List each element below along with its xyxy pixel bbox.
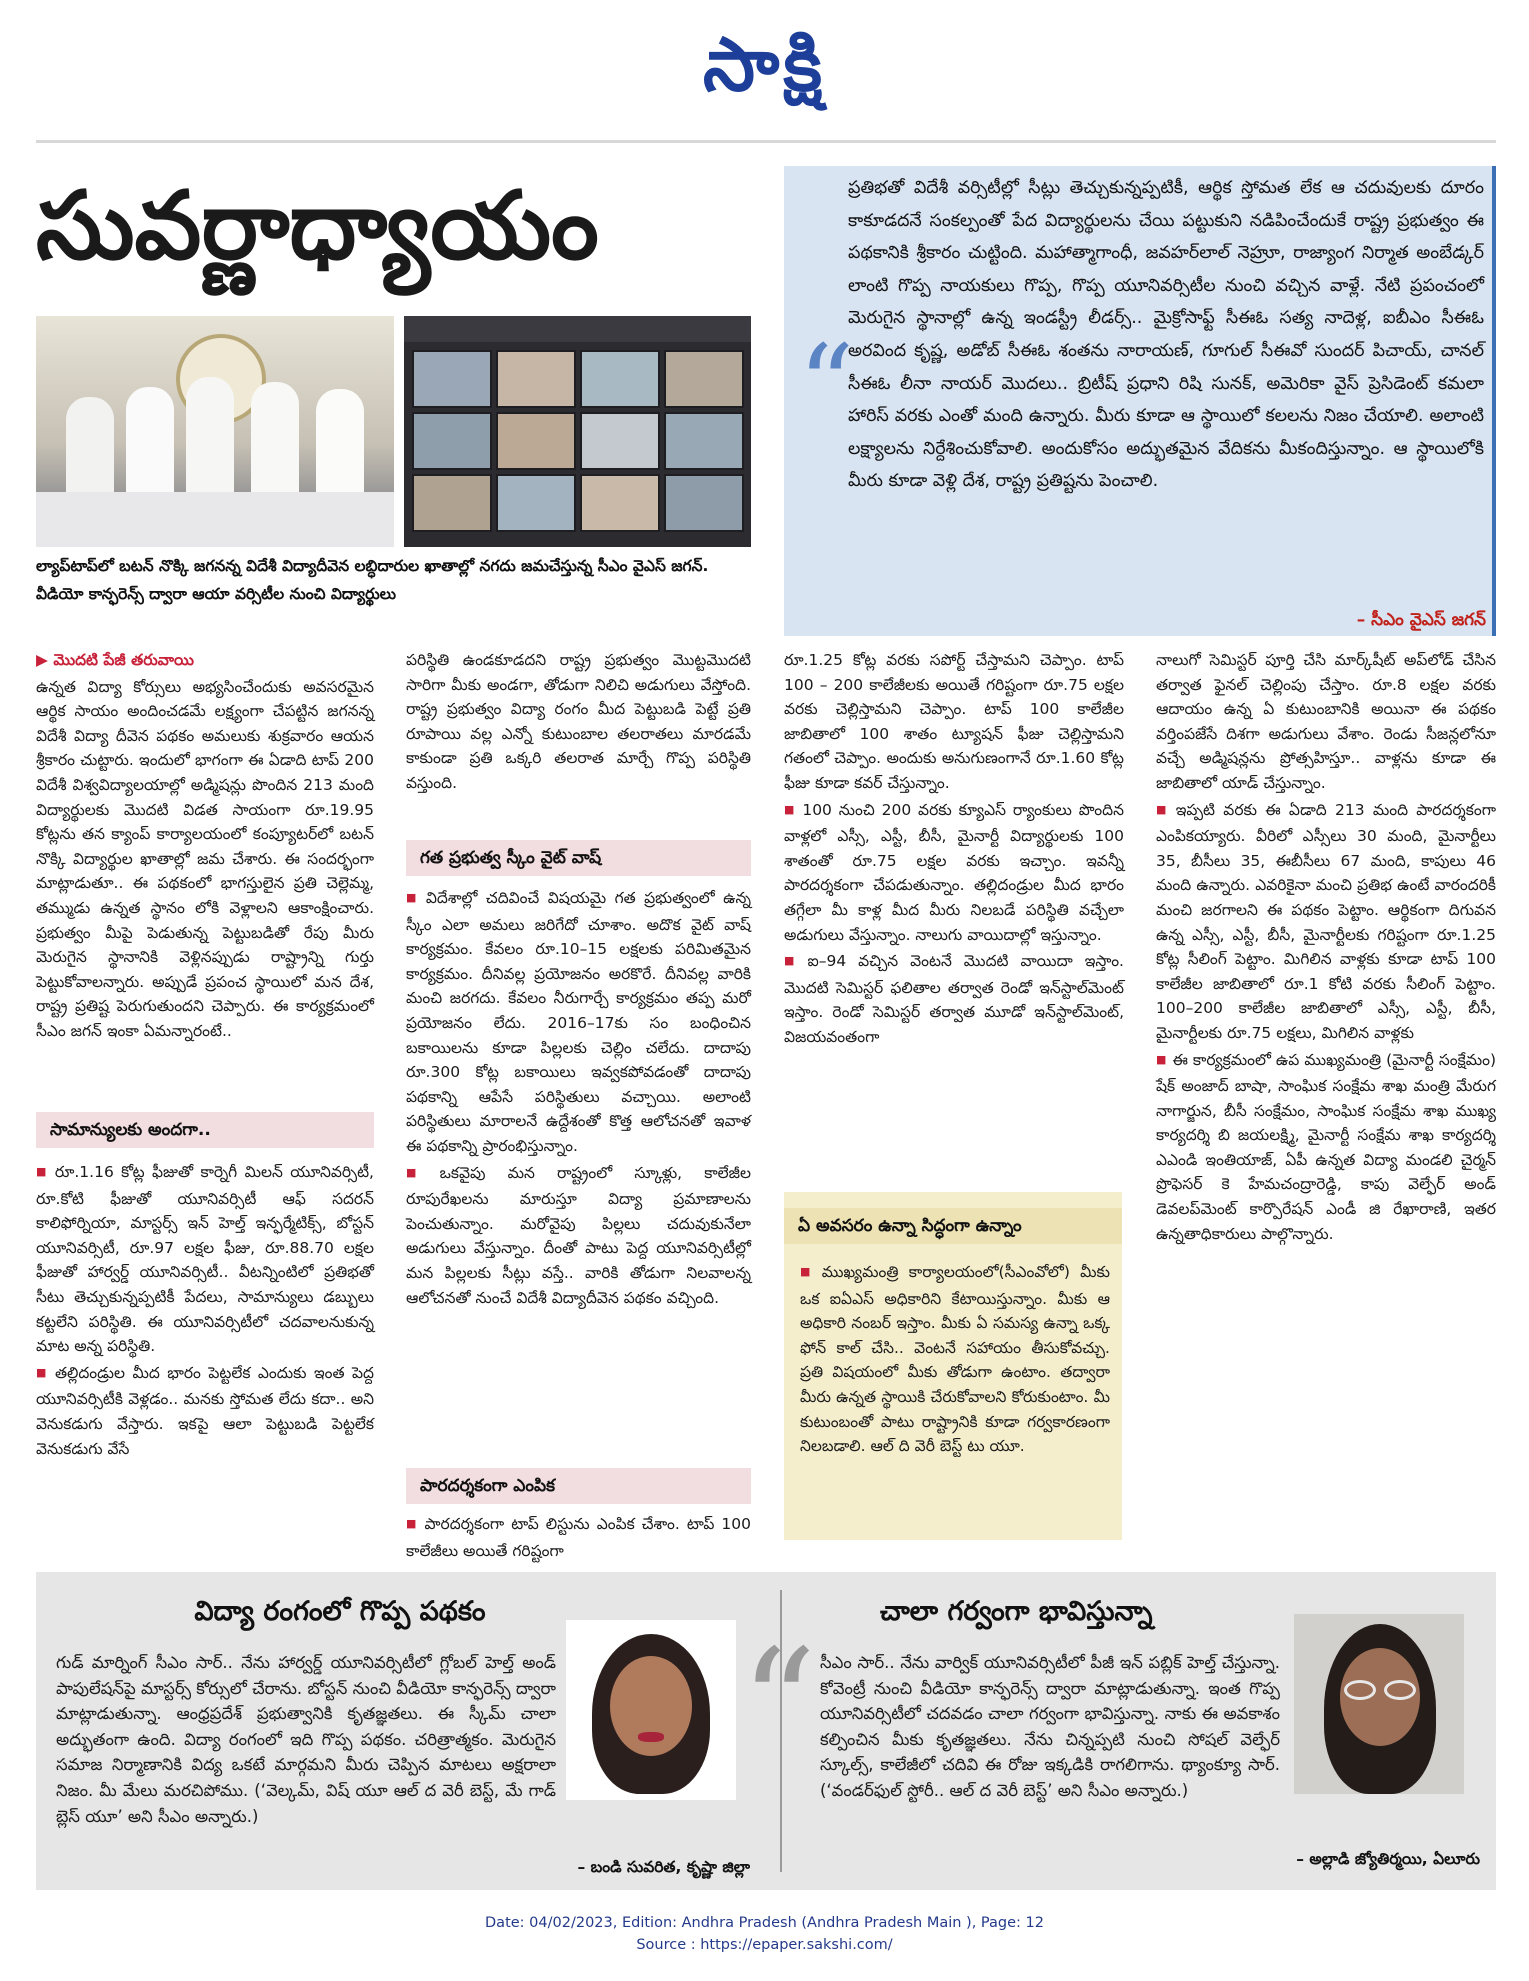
- cm-quote-signature: – సీఎం వైఎస్ జగన్: [1356, 610, 1486, 630]
- testimonial-2-text: సీఎం సార్.. నేను వార్విక్ యూనివర్సిటీలో పీజీ ఇన్ పబ్లిక్ హెల్త్ చేస్తున్నా. కోవెంట్రీ నుంచి వీడియో కాన్ఫరెన్స్ ద్వారా మాట్లాడుతున్నా. ఇంత గొప్ప యూనివర్సిటీలో చదవడం చాలా గర్వంగా భావిస్తున్నా. నాకు ఈ అవకాశం కల్పించిన మీకు కృతజ్ఞతలు. నేను చిన్నప్పటి నుంచి సోషల్ వెల్ఫేర్ స్కూల్స్, కాలేజీలో చదివి ఈ రోజు ఇక్కడికి రాగలిగాను. థ్యాంక్యూ సార్. (‘వండర్‌ఫుల్ స్టోరీ.. ఆల్ ద వెరీ బెస్ట్’ అని సీఎం అన్నారు.): [820, 1653, 1280, 1800]
- article-column-1: [36, 648, 374, 1046]
- page-footer: [0, 1912, 1529, 1956]
- article-paragraph: నాలుగో సెమిస్టర్ పూర్తి చేసి మార్క్‌షీట్ అప్‌లోడ్ చేసిన తర్వాత ఫైనల్ చెల్లింపు చేస్తాం. రూ.8 లక్షల వరకు ఆదాయం ఉన్న ఏ కుటుంబానికి అయినా ఈ పథకం వర్తింపజేసే దిశగా అడుగులు వేశాం. రెండు సీజన్లలోనూ వచ్చే అడ్మిషన్లను ప్రోత్సహిస్తూ.. వాళ్లను కూడా ఈ జాబితాలో యాడ్ చేస్తున్నాం.: [1156, 651, 1496, 792]
- masthead: [0, 18, 1529, 113]
- article-column-2-cont: [406, 886, 751, 1312]
- testimonial-2-signature: – అల్లాడి జ్యోతిర్మయి, ఏలూరు: [1296, 1850, 1480, 1868]
- article-paragraph: ■ 100 నుంచి 200 వరకు క్యూఎస్ ర్యాంకులు పొందిన వాళ్లలో ఎస్సీ, ఎస్టీ, బీసీ, మైనార్టీ విద్యార్థులకు 100 శాతంతో రూ.75 లక్షల వరకు ఇచ్చాం. ఇవన్నీ పారదర్శకంగా చేపడుతున్నాం. తల్లిదండ్రుల మీద భారం తగ్గేలా మీ కాళ్ల మీద మీరు నిలబడే పరిస్థితి వచ్చేలా అడుగులు వేస్తున్నాం. నాలుగు వాయిదాల్లో ఇస్తున్నాం.: [784, 798, 1124, 948]
- article-paragraph: ■ విదేశాల్లో చదివించే విషయమై గత ప్రభుత్వంలో ఉన్న స్కీం ఎలా అమలు జరిగేదో చూశాం. అదొక వైట్ వాష్ కార్యక్రమం. కేవలం రూ.10–15 లక్షలకు పరిమితమైన కార్యక్రమం. దీనివల్ల ప్రయోజనం అరకొరే. దీనివల్ల వారికి మంచి జరగదు. కేవలం నీరుగార్చే కార్యక్రమం తప్ప మరో ప్రయోజనం లేదు. 2016–17కు సం బంధించిన బకాయిలను కూడా పిల్లలకు చెల్లిం చలేదు. దాదాపు రూ.300 కోట్ల బకాయిలు ఇవ్వకపోవడంతో దాదాపు పథకాన్ని ఆపేసే పరిస్థితులు వచ్చాయి. అలాంటి పరిస్థితులు మారాలనే ఉద్దేశంతో కొత్త ఆలోచనతో ఇవాళ ఈ పథకాన్ని ప్రారంభిస్తున్నాం.: [406, 886, 751, 1159]
- source-link[interactable]: Source : https://epaper.sakshi.com/: [636, 1937, 893, 1953]
- article-paragraph: రూ.1.25 కోట్ల వరకు సపోర్ట్ చేస్తామని చెప్పాం. టాప్ 100 – 200 కాలేజీలకు అయితే గరిష్టంగా రూ.75 లక్షల వరకు చెల్లిస్తామని చెప్పాం. టాప్ 100 కాలేజీల జాబితాలో 100 శాతం ట్యూషన్ ఫీజు చెల్లిస్తామని గతంలో చెప్పాం. అందుకు అనుగుణంగానే రూ.1.60 కోట్ల ఫీజు కూడా కవర్ చేస్తున్నాం.: [784, 651, 1124, 792]
- support-box-body: [800, 1260, 1110, 1461]
- masthead-divider: [36, 140, 1496, 143]
- testimonial-2-title: చాలా గర్వంగా భావిస్తున్నా: [880, 1596, 1153, 1627]
- article-paragraph: ■ రూ.1.16 కోట్ల ఫీజుతో కార్నెగీ మిలన్ యూనివర్సిటీ, రూ.కోటి ఫీజుతో యూనివర్సిటీ ఆఫ్ సదరన్ కాలిఫోర్నియా, మాస్టర్స్ ఇన్ హెల్త్ ఇన్ఫర్మేటిక్స్, బోస్టన్ యూనివర్సిటీ, రూ.97 లక్షల ఫీజు, రూ.88.70 లక్షల ఫీజుతో హార్వర్డ్ యూనివర్సిటీ.. వీటన్నింటిలో ప్రతిభతో సీటు తెచ్చుకున్నప్పటికీ పేదలు, సామాన్యులు డబ్బులు కట్టలేని పరిస్థితి. ఈ యూనివర్సిటీలో చదవాలనుకున్న మాట అన్న పరిస్థితి.: [36, 1160, 374, 1359]
- testimonial-1-title: విద్యా రంగంలో గొప్ప పథకం: [194, 1596, 486, 1627]
- article-column-2-end: [406, 1512, 751, 1565]
- article-paragraph: ■ పారదర్శకంగా టాప్ లిస్టును ఎంపిక చేశాం. టాప్ 100 కాలేజీలు అయితే గరిష్టంగా: [406, 1512, 751, 1563]
- support-box-title: ఏ అవసరం ఉన్నా సిద్ధంగా ఉన్నాం: [784, 1208, 1122, 1244]
- edition-info: Date: 04/02/2023, Edition: Andhra Pradesh (Andhra Pradesh Main ), Page: 12: [485, 1915, 1044, 1931]
- main-headline: సువర్ణాధ్యాయం: [36, 172, 599, 281]
- article-column-4: [1156, 648, 1496, 1248]
- article-paragraph: ■ ఈ కార్యక్రమంలో ఉప ముఖ్యమంత్రి (మైనార్టీ సంక్షేమం) షేక్ అంజాద్ బాషా, సాంఘిక సంక్షేమ శాఖ మంత్రి మేరుగ నాగార్జున, బీసీ సంక్షేమం, సాంఘిక సంక్షేమ శాఖ ముఖ్య కార్యదర్శి బి జయలక్ష్మి, మైనార్టీ సంక్షేమ శాఖ కార్యదర్శి ఎఎండి ఇంతియాజ్, ఏపీ ఉన్నత విద్యా మండలి చైర్మన్ ప్రొఫెసర్ కె హేమచంద్రారెడ్డి, కాపు వెల్ఫేర్ అండ్ డెవలప్‌మెంట్ కార్పొరేషన్ ఎండీ జి రేఖారాణి, ఇతర ఉన్నతాధికారులు పాల్గొన్నారు.: [1156, 1048, 1496, 1247]
- photo-caption: ల్యాప్‌టాప్‌లో బటన్ నొక్కి జగనన్న విదేశీ విద్యాదీవెన లబ్ధిదారుల ఖాతాల్లో నగదు జమచేస్తున్న సీఎం వైఎస్ జగన్. వీడియో కాన్ఫరెన్స్ ద్వారా ఆయా వర్సిటీల నుంచి విద్యార్థులు: [36, 557, 709, 603]
- article-paragraph: ఉన్నత విద్యా కోర్సులు అభ్యసించేందుకు అవసరమైన ఆర్థిక సాయం అందించడమే లక్ష్యంగా చేపట్టిన జగనన్న విదేశీ విద్యా దీవెన పథకం అమలుకు శుక్రవారం ఆయన శ్రీకారం చుట్టారు. ఇందులో భాగంగా ఈ ఏడాది టాప్ 200 విదేశీ విశ్వవిద్యాలయాల్లో అడ్మిషన్లు పొందిన 213 మంది విద్యార్థులకు మొదటి విడత సాయంగా రూ.19.95 కోట్లను తన క్యాంప్ కార్యాలయంలో కంప్యూటర్‌లో బటన్ నొక్కి విద్యార్థుల ఖాతాల్లో జమ చేశారు. ఈ సందర్భంగా మాట్లాడుతూ.. ఈ పథకంలో భాగస్తులైన ప్రతి చెల్లెమ్మ, తమ్ముడు ఉన్నత స్థానం లోకి వెళ్లాలని ఆకాంక్షించారు. ప్రభుత్వం మీపై పెడుతున్న పెట్టుబడితో రేపు మీరు మెరుగైన స్థానానికి వెళ్లినప్పుడు రాష్ట్రాన్ని గుర్తు పెట్టుకోవాలన్నారు. అప్పుడే ప్రపంచ స్థాయిలో మన దేశ, రాష్ట్ర ప్రతిష్ట పెరుగుతుందని చెప్పారు. ఈ కార్యక్రమంలో సీఎం జగన్ ఇంకా ఏమన్నారంటే..: [36, 677, 374, 1040]
- article-column-3: [784, 648, 1124, 1052]
- testimonial-1-signature: – బండి సువరిత, కృష్ణా జిల్లా: [577, 1858, 750, 1876]
- article-column-2: [406, 648, 751, 798]
- article-paragraph: ■ ముఖ్యమంత్రి కార్యాలయంలో(సీఎంవోలో) మీకు ఒక ఐఏఎస్ అధికారిని కేటాయిస్తున్నాం. మీకు ఆ అధికారి నంబర్ ఇస్తాం. మీకు ఏ సమస్య ఉన్నా ఒక్క ఫోన్ కాల్ చేసి.. వెంటనే సహాయం తీసుకోవచ్చు. ప్రతి విషయంలో మీకు తోడుగా ఉంటాం. తద్వారా మీరు ఉన్నత స్థాయికి చేరుకోవాలని కోరుకుంటాం. మీ కుటుంబంతో పాటు రాష్ట్రానికి కూడా గర్వకారణంగా నిలబడాలి. ఆల్ ది వెరీ బెస్ట్ టు యూ.: [800, 1260, 1110, 1459]
- quote-mark-icon: “: [740, 1618, 817, 1792]
- article-column-1-cont: [36, 1160, 374, 1463]
- article-paragraph: ■ ఇప్పటి వరకు ఈ ఏడాది 213 మంది పారదర్శకంగా ఎంపికయ్యారు. వీరిలో ఎస్సీలు 30 మంది, మైనార్టీలు 35, బీసీలు 35, ఈబీసీలు 67 మంది, కాపులు 46 మంది ఉన్నారు. ఎవరికైనా మంచి ప్రతిభ ఉంటే వారందరికీ మంచి జరగాలని ఈ పథకం పెట్టాం. ఆర్థికంగా దిగువన ఉన్న ఎస్సీ, ఎస్టీ, బీసీ, మైనార్టీలకు గరిష్టంగా రూ.1.25 కోట్ల సీలింగ్ పెట్టాం. మిగిలిన వాళ్లకు కూడా టాప్ 100 కాలేజీల జాబితాలో రూ.1 కోటి వరకు సీలింగ్ పెట్టాం. 100–200 కాలేజీల జాబితాలో ఎస్సీ, ఎస్టీ, బీసీ, మైనార్టీలకు రూ.75 లక్షలు, మిగిలిన వాళ్లకు: [1156, 798, 1496, 1046]
- photo-video-conference: [404, 316, 751, 547]
- subhead-transparent-selection: పారదర్శకంగా ఎంపిక: [406, 1468, 751, 1504]
- continued-from-front-kicker: ▶ మొదటి పేజీ తరువాయి: [36, 651, 194, 669]
- testimonial-1-text: గుడ్ మార్నింగ్ సీఎం సార్.. నేను హార్వర్డ్ యూనివర్సిటీలో గ్లోబల్ హెల్త్ అండ్ పాపులేషన్‌పై మాస్టర్స్ కోర్సులో చేరాను. బోస్టన్ నుంచి వీడియో కాన్ఫరెన్స్ ద్వారా మాట్లాడుతున్నా. ఆంధ్రప్రదేశ్ ప్రభుత్వానికి కృతజ్ఞతలు. ఈ స్కీమ్ చాలా అద్భుతంగా ఉంది. విద్యా రంగంలో ఇది గొప్ప పథకం. చరిత్రాత్మకం. మెరుగైన సమాజ నిర్మాణానికి విద్య ఒకటే మార్గమని మీరు చెప్పిన మాటలు అక్షరాలా నిజం. మీ మేలు మరచిపోము. (‘వెల్కమ్, విష్ యూ ఆల్ ద వెరీ బెస్ట్, మే గాడ్ బ్లెస్ యూ’ అని సీఎం అన్నారు.): [56, 1653, 556, 1826]
- article-paragraph: పరిస్థితి ఉండకూడదని రాష్ట్ర ప్రభుత్వం మొట్టమొదటి సారిగా మీకు అండగా, తోడుగా నిలిచి అడుగులు వేస్తోంది. రాష్ట్ర ప్రభుత్వం విద్యా రంగం మీద పెట్టుబడి పెట్టే ప్రతి రూపాయి వల్ల ఎన్నో కుటుంబాల తలరాతలు మారడమే కాకుండా ప్రతి ఒక్కరి తలరాత మార్చే గొప్ప పరిస్థితి వస్తుంది.: [406, 651, 751, 792]
- newspaper-logo: సాక్షి: [703, 22, 826, 108]
- testimonial-1-portrait: [566, 1620, 736, 1800]
- article-paragraph: ■ ఒకవైపు మన రాష్ట్రంలో స్కూళ్లు, కాలేజీల రూపురేఖలను మారుస్తూ విద్యా ప్రమాణాలను పెంచుతున్నాం. మరోవైపు పిల్లలు చదువుకునేలా అడుగులు వేస్తున్నాం. దీంతో పాటు పెద్ద యూనివర్సిటీల్లో మన పిల్లలకు సీట్లు వస్తే.. వారికి తోడుగా నిలవాలన్న ఆలోచనతో నుంచే విదేశీ విద్యాదీవెన పథకం వచ్చింది.: [406, 1161, 751, 1311]
- cm-quote-text: ప్రతిభతో విదేశీ వర్సిటీల్లో సీట్లు తెచ్చుకున్నప్పటికీ, ఆర్థిక స్తోమత లేక ఆ చదువులకు దూరం కాకూడదనే సంకల్పంతో పేద విద్యార్థులను చేయి పట్టుకుని నడిపించేందుకే రాష్ట్ర ప్రభుత్వం ఈ పథకానికి శ్రీకారం చుట్టింది. మహాత్మాగాంధీ, జవహర్‌లాల్ నెహ్రూ, రాజ్యాంగ నిర్మాత అంబేడ్కర్ లాంటి గొప్ప నాయకులు గొప్ప, గొప్ప యూనివర్సిటీల నుంచి వచ్చిన వాళ్లే. నేటి ప్రపంచంలో మెరుగైన స్థానాల్లో ఉన్న ఇండస్ట్రీ లీడర్స్.. మైక్రోసాఫ్ట్ సీఈఓ సత్య నాదెళ్ల, ఐబీఎం సీఈఓ అరవింద కృష్ణ, అడోబ్ సీఈఓ శంతను నారాయణ్, గూగుల్ సీఈవో సుందర్ పిచాయ్, చానల్ సీఈఓ లీనా నాయర్ మొదలు.. బ్రిటీష్ ప్రధాని రిషి సునక్, అమెరికా వైస్ ప్రెసిడెంట్ కమలా హారిస్ వరకు ఎంతో మంది ఉన్నారు. మీరు కూడా ఆ స్థాయిలో కలలను నిజం చేయాలి. అలాంటి లక్ష్యాలను నిర్దేశించుకోవాలి. అందుకోసం అద్భుతమైన వేదికను మీకందిస్తున్నాం. ఆ స్థాయిలోకి మీరు కూడా వెళ్లి దేశ, రాష్ట్ర ప్రతిష్టను పెంచాలి.: [848, 178, 1484, 492]
- article-paragraph: ■ తల్లిదండ్రుల మీద భారం పెట్టలేక ఎందుకు ఇంత పెద్ద యూనివర్సిటీకి వెళ్లడం.. మనకు స్తోమత లేదు కదా.. అని వెనుకడుగు వేస్తారు. ఇకపై ఆలా పెట్టుబడి పెట్టలేక వెనుకడుగు వేసే: [36, 1361, 374, 1461]
- article-paragraph: ■ ఐ–94 వచ్చిన వెంటనే మొదటి వాయిదా ఇస్తాం. మొదటి సెమిస్టర్ ఫలితాల తర్వాత రెండో ఇన్‌స్టాల్‌మెంట్ ఇస్తాం. రెండో సెమిస్టర్ తర్వాత మూడో ఇన్‌స్టాల్‌మెంట్, విజయవంతంగా: [784, 949, 1124, 1049]
- quote-mark-icon: “: [798, 321, 855, 449]
- photo-cm-pressing-button: [36, 316, 394, 547]
- subhead-for-common-people: సామాన్యులకు అందగా..: [36, 1112, 374, 1148]
- subhead-previous-scheme: గత ప్రభుత్వ స్కీం వైట్ వాష్: [406, 840, 751, 876]
- testimonial-2-portrait: [1294, 1614, 1464, 1794]
